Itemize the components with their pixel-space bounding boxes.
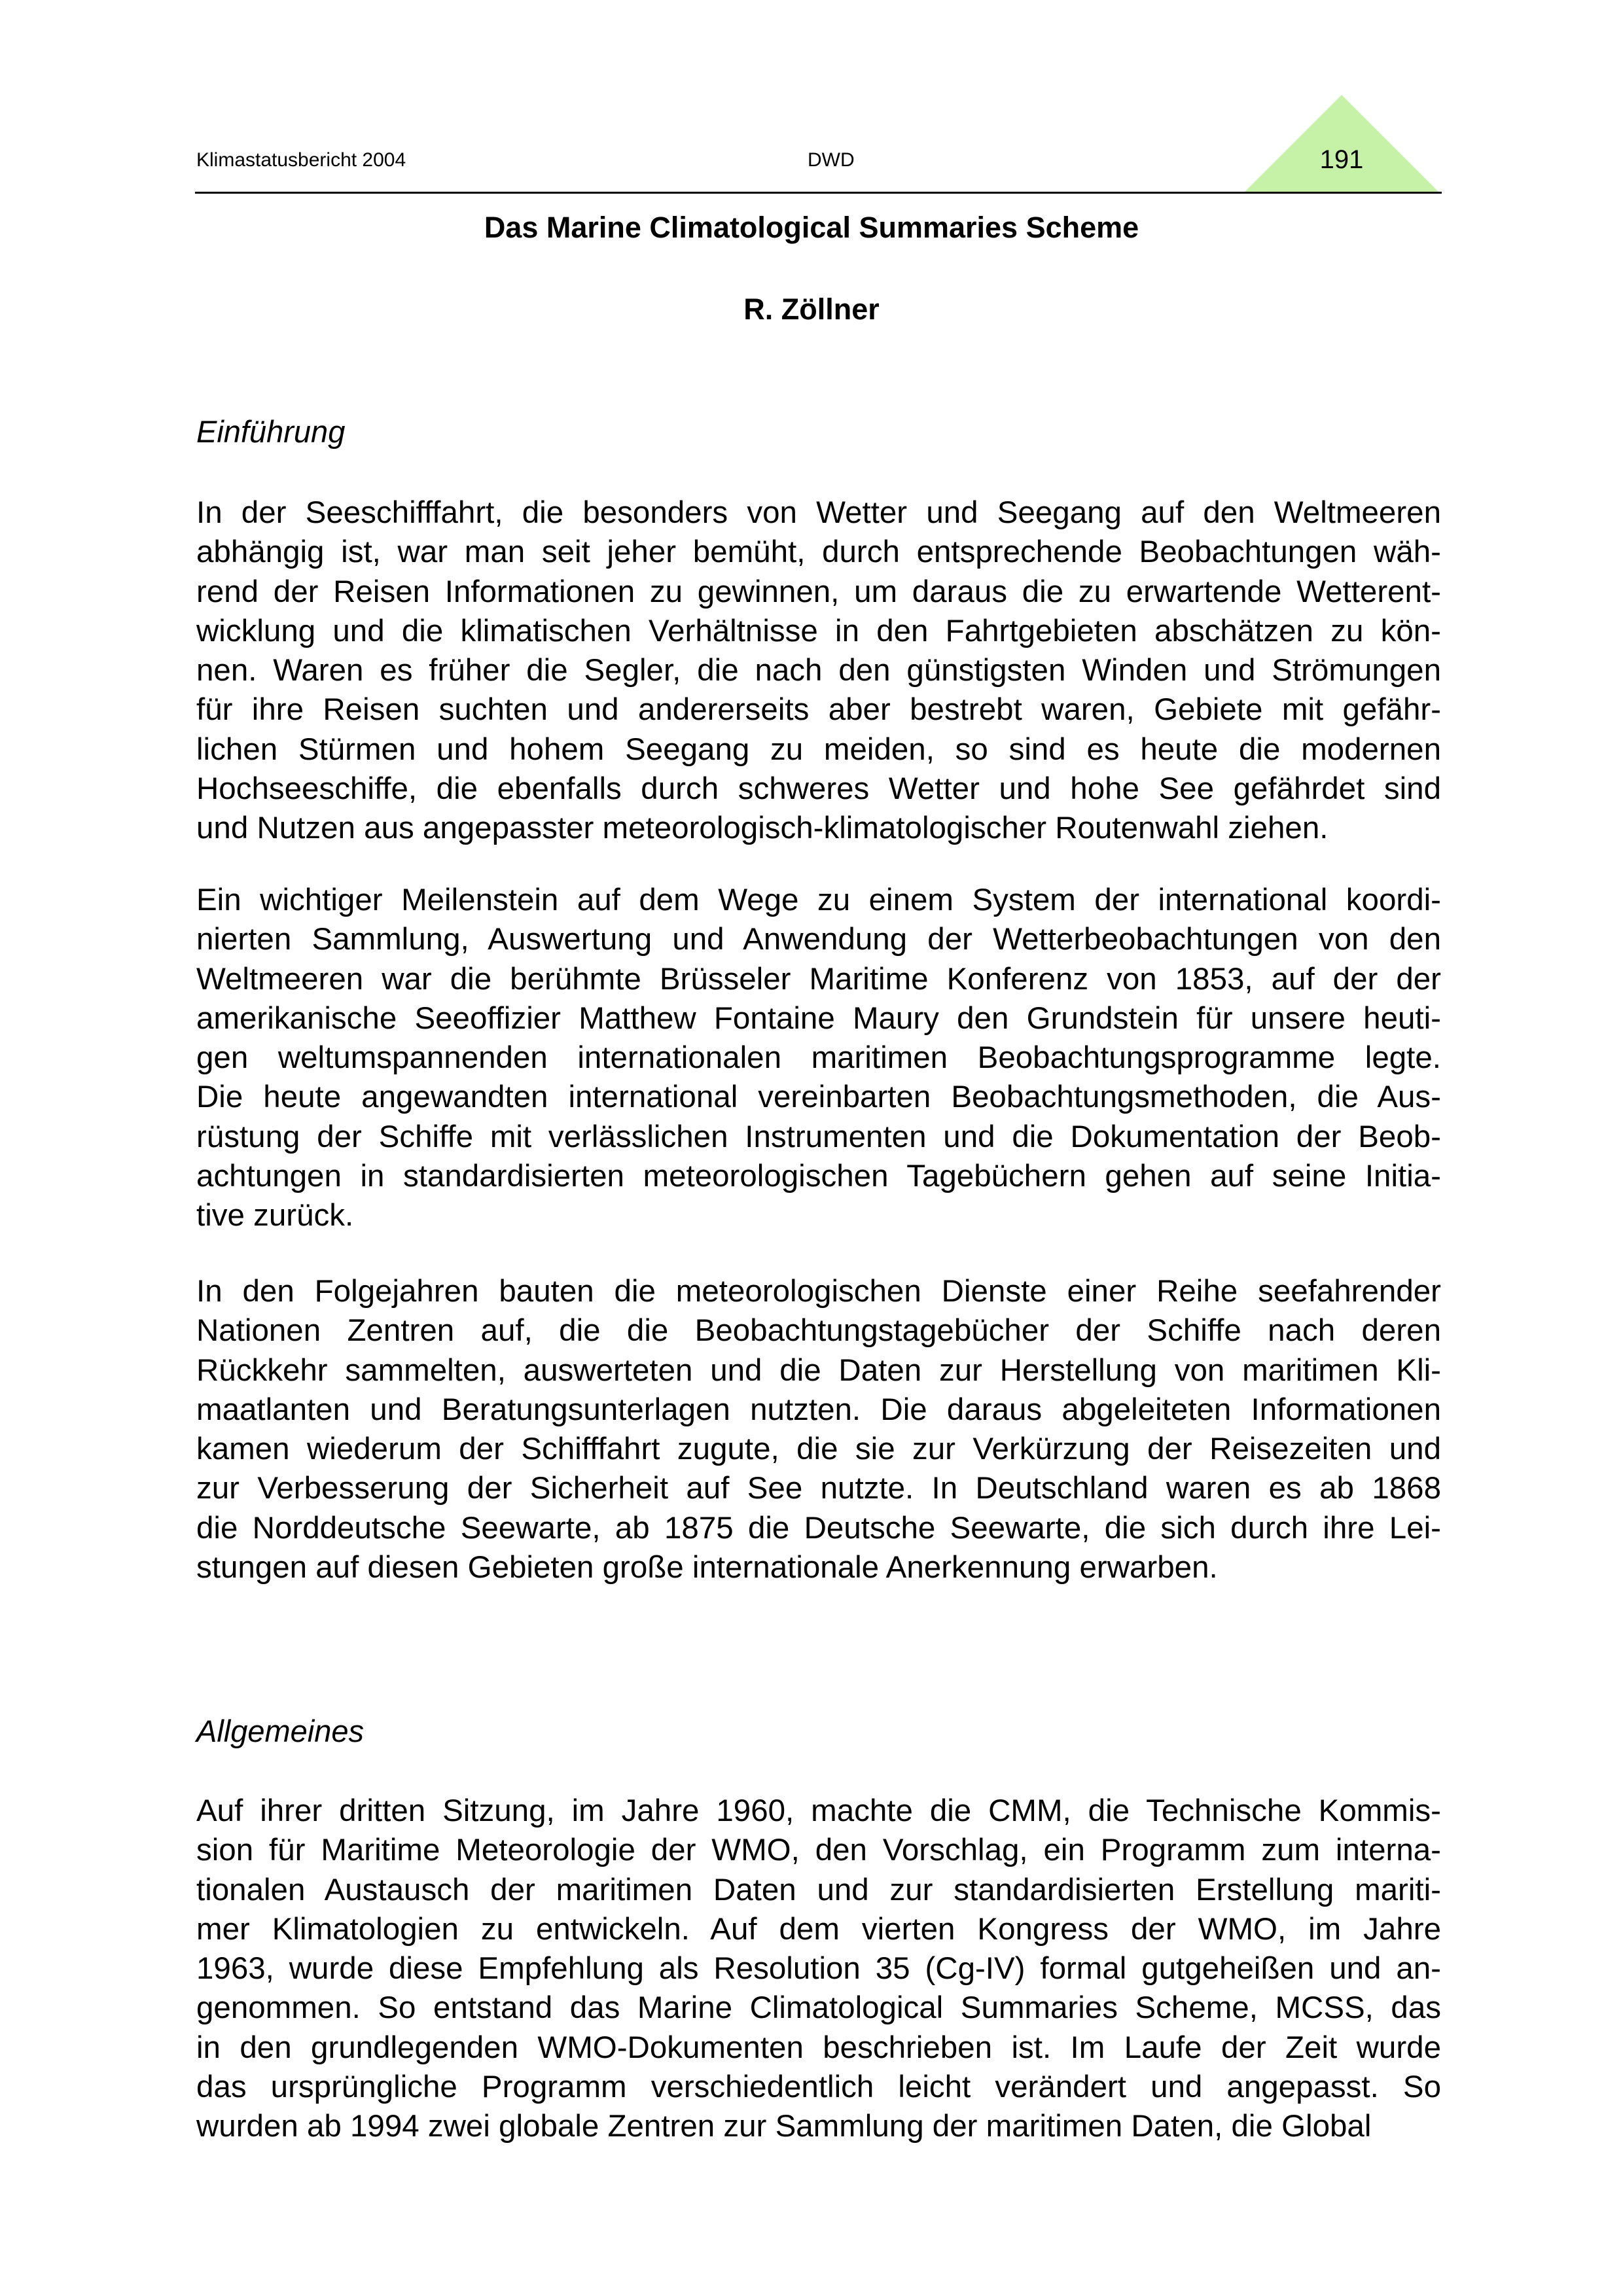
paragraph-line: rend der Reisen Informationen zu gewinnen, um daraus die zu erwartende Wetterent- [196,574,1441,609]
paragraph-line: Rückkehr sammelten, auswerteten und die Daten zur Herstellung von maritimen Kli- [196,1352,1441,1388]
paragraph-line: Hochseeschiffe, die ebenfalls durch schweres Wetter und hohe See gefährdet sind [196,771,1441,807]
page-number: 191 [1319,145,1364,174]
paragraph-line: rüstung der Schiffe mit verlässlichen Instrumenten und die Dokumentation der Beob- [196,1119,1441,1154]
document-author: R. Zöllner [743,292,880,326]
paragraph-line: sion für Maritime Meteorologie der WMO, den Vorschlag, ein Programm zum interna- [196,1833,1441,1868]
header-divider [195,192,1442,194]
paragraph-line: wicklung und die klimatischen Verhältnisse in den Fahrtgebieten abschätzen zu kön- [196,613,1441,648]
paragraph-line: das ursprüngliche Programm verschiedentlich leicht verändert und angepasst. So [196,2070,1441,2105]
paragraph-line: nierten Sammlung, Auswertung und Anwendung der Wetterbeobachtungen von den [196,922,1441,957]
section-heading-allgemeines: Allgemeines [196,1714,365,1748]
paragraph-line: tive zurück. [196,1198,354,1233]
paragraph-line: In den Folgejahren bauten die meteorologischen Dienste einer Reihe seefahrender [196,1274,1441,1309]
paragraph-line: genommen. So entstand das Marine Climatological Summaries Scheme, MCSS, das [196,1990,1441,2026]
paragraph-line: stungen auf diesen Gebieten große internationale Anerkennung erwarben. [196,1550,1218,1585]
paragraph-line: und Nutzen aus angepasster meteorologisch-klimatologischer Routenwahl ziehen. [196,811,1329,846]
header-publisher: DWD [808,149,855,171]
paragraph [196,1272,1441,1587]
paragraph-line: amerikanische Seeoffizier Matthew Fontaine Maury den Grundstein für unsere heuti- [196,1000,1441,1036]
paragraph-line: 1963, wurde diese Empfehlung als Resolution 35 (Cg-IV) formal gutgeheißen und an- [196,1951,1441,1987]
paragraph-line: nen. Waren es früher die Segler, die nach den günstigsten Winden und Strömungen [196,653,1441,688]
document-title: Das Marine Climatological Summaries Scheme [484,211,1139,244]
paragraph-line: Ein wichtiger Meilenstein auf dem Wege zu einem System der international koordi- [196,883,1441,917]
paragraph-line: lichen Stürmen und hohem Seegang zu meiden, so sind es heute die modernen [196,732,1441,767]
paragraph-line: abhängig ist, war man seit jeher bemüht, durch entsprechende Beobachtungen wäh- [196,535,1441,570]
header-report-title: Klimastatusbericht 2004 [196,149,406,171]
paragraph-line: Nationen Zentren auf, die die Beobachtungstagebücher der Schiffe nach deren [196,1313,1441,1349]
page-number-badge [1243,95,1440,194]
section-heading-einfuehrung: Einführung [196,414,346,449]
paragraph [196,493,1441,849]
paragraph-line: Auf ihrer dritten Sitzung, im Jahre 1960, machte die CMM, die Technische Kommis- [196,1793,1441,1828]
paragraph-line: zur Verbesserung der Sicherheit auf See nutzte. In Deutschland waren es ab 1868 [196,1471,1441,1506]
paragraph-line: in den grundlegenden WMO-Dokumenten beschrieben ist. Im Laufe der Zeit wurde [196,2030,1441,2065]
paragraph-line: kamen wiederum der Schifffahrt zugute, die sie zur Verkürzung der Reisezeiten und [196,1432,1441,1467]
paragraph-line: achtungen in standardisierten meteorologischen Tagebüchern gehen auf seine Initia- [196,1159,1441,1194]
paragraph-line: die Norddeutsche Seewarte, ab 1875 die Deutsche Seewarte, die sich durch ihre Lei- [196,1510,1441,1545]
paragraph [196,1792,1441,2147]
paragraph-line: Weltmeeren war die berühmte Brüsseler Maritime Konferenz von 1853, auf der der [196,961,1441,997]
paragraph-line: mer Klimatologien zu entwickeln. Auf dem vierten Kongress der WMO, im Jahre [196,1911,1441,1947]
paragraph-line: In der Seeschifffahrt, die besonders von Wetter und Seegang auf den Weltmeeren [196,495,1441,530]
paragraph-line: tionalen Austausch der maritimen Daten und zur standardisierten Erstellung mariti- [196,1872,1441,1907]
paragraph-line: für ihre Reisen suchten und andererseits aber bestrebt waren, Gebiete mit gefähr- [196,692,1441,728]
paragraph [196,881,1441,1236]
paragraph-line: maatlanten und Beratungsunterlagen nutzten. Die daraus abgeleiteten Informationen [196,1392,1441,1427]
paragraph-line: Die heute angewandten international vereinbarten Beobachtungsmethoden, die Aus- [196,1080,1441,1115]
paragraph-line: gen weltumspannenden internationalen maritimen Beobachtungsprogramme legte. [196,1040,1441,1076]
paragraph-line: wurden ab 1994 zwei globale Zentren zur Sammlung der maritimen Daten, die Global [196,2109,1372,2144]
